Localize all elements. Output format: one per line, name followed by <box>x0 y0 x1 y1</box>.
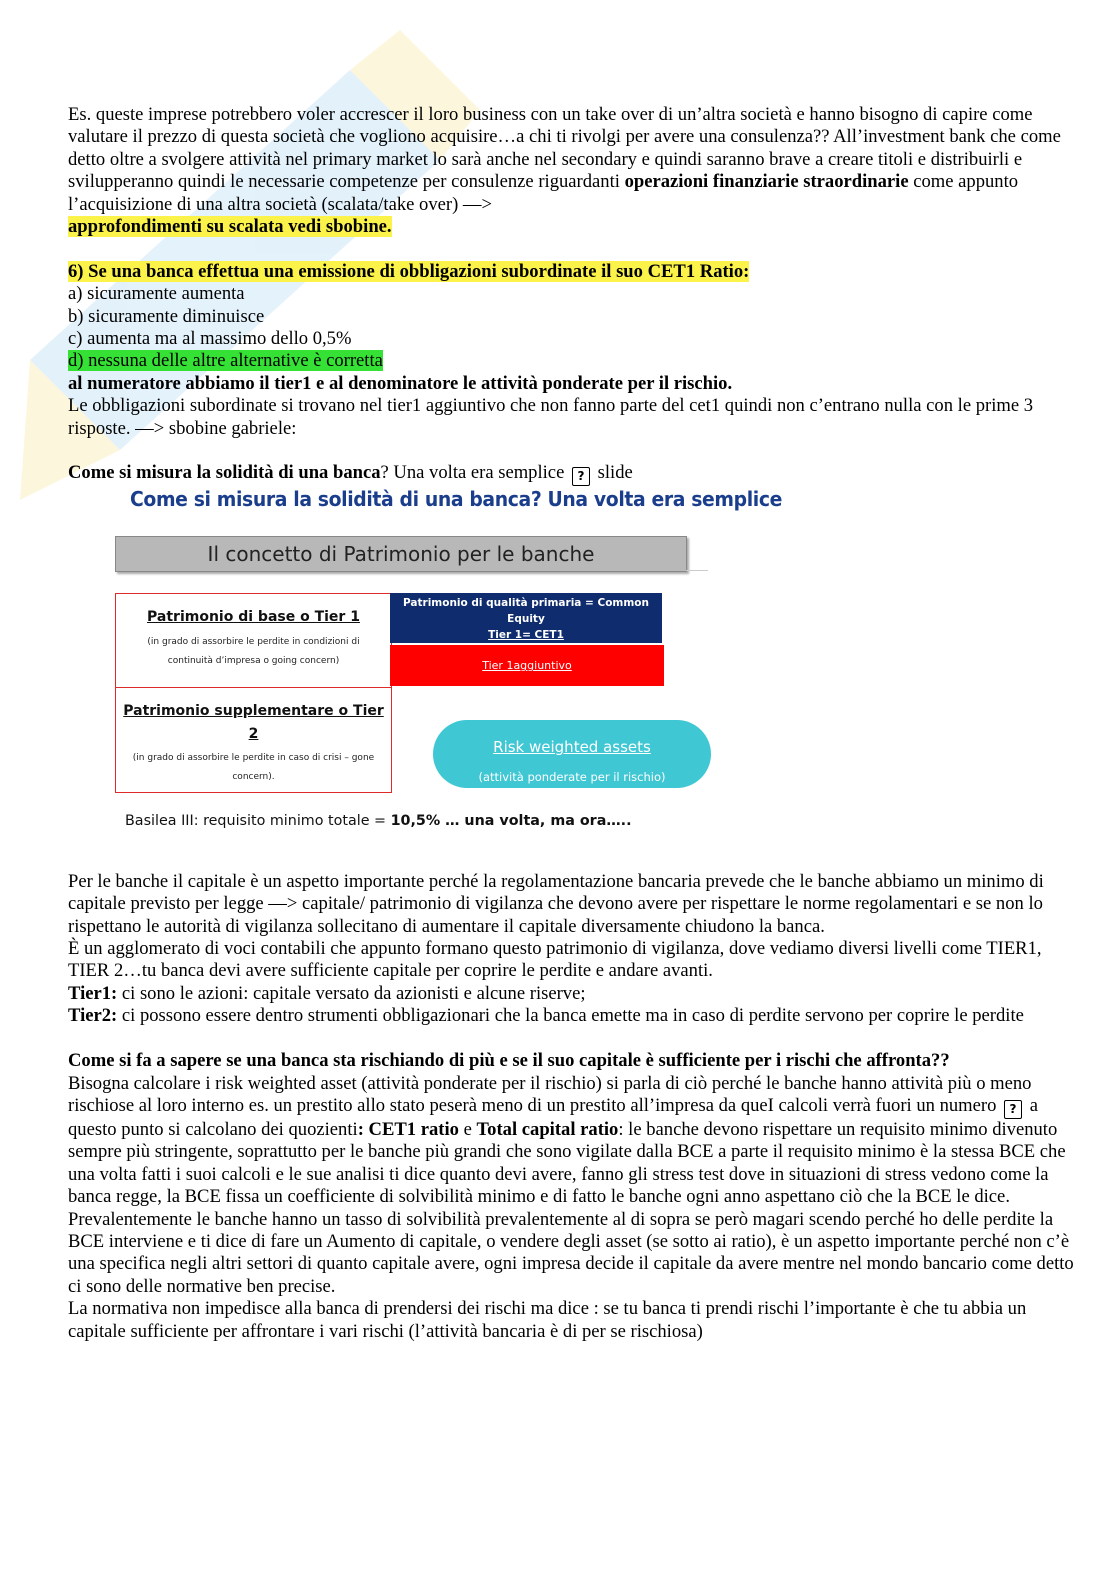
risk-paragraph-2: Prevalentemente le banche hanno un tasso di solvibilità prevalentemente al di sopra se però magari scendo perché ho delle perdite la BCE interviene e ti dice di fare un Aumento di capitale, o vendere degli asset (se sotto ai ratio), è un aspetto importante perché non c’è una specifica negli altri settori di quanto capitale avere, ogni impresa decide il capitale da avere mentre nel mondo bancario come detto ci sono delle normative ben precise. <box>68 1208 1074 1297</box>
cet1-box: Patrimonio di qualità primaria = Common Equity Tier 1= CET1 <box>390 593 662 643</box>
document-page <box>68 104 1078 1343</box>
tier2-definition: Tier2: ci possono essere dentro strumenti obbligazionari che la banca emette ma in caso di perdite servono per coprire le perdite <box>68 1005 1024 1027</box>
option-d-correct: d) nessuna delle altre alternative è corretta <box>68 350 383 372</box>
option-b: b) sicuramente diminuisce <box>68 305 265 327</box>
highlight-note: approfondimenti su scalata vedi sbobine. <box>68 216 392 238</box>
question-title: 6) Se una banca effettua una emissione di obbligazioni subordinate il suo CET1 Ratio: <box>68 260 750 282</box>
tier1-box: Patrimonio di base o Tier 1 (in grado di assorbire le perdite in condizioni di continuità d’impresa o going concern) <box>115 593 392 689</box>
risk-paragraph-3: La normativa non impedisce alla banca di prendersi dei rischi ma dice : se tu banca ti prendi rischi l’importante è che tu abbia un capitale sufficiente per affrontare i vari rischi (l’attività bancaria è di per se rischiosa) <box>68 1298 1027 1342</box>
intro-paragraph: Es. queste imprese potrebbero voler accrescer il loro business con un take over di un’altra società e hanno bisogno di capire come valutare il prezzo di questa società che vogliono acquisire…a chi ti rivolgi per avere una consulenza?? All’investment bank che come detto oltre a svolgere attività nel primary market lo sarà anche nel secondary e quindi saranno brave a creare titoli e distribuirli e svilupperanno quindi le necessarie competenze per consulenze riguardanti operazioni finanziarie straordinarie come appunto l’acquisizione di una altra società (scalata/take over) —> approfondimenti su scalata vedi sbobine. <box>68 104 1061 238</box>
slide-heading: Come si misura la solidità di una banca? Una volta era semplice <box>130 487 782 512</box>
explanation-text: Le obbligazioni subordinate si trovano nel tier1 aggiuntivo che non fanno parte del cet1 quindi non c’entrano nulla con le prime 3 risposte. —> sbobine gabriele: <box>68 395 1034 439</box>
slide-image <box>68 487 782 848</box>
option-a: a) sicuramente aumenta <box>68 283 245 305</box>
tier1-definition: Tier1: ci sono le azioni: capitale versato da azionisti e alcune riserve; <box>68 982 586 1004</box>
slide-intro: Come si misura la solidità di una banca? Una volta era semplice ? slide <box>68 462 1078 486</box>
slide-banner: Il concetto di Patrimonio per le banche <box>115 536 687 572</box>
capital-paragraph-2: È un agglomerato di voci contabili che appunto formano questo patrimonio di vigilanza, dove vediamo diversi livelli come TIER1, TIER 2…tu banca devi avere sufficiente capitale per coprire le perdite e andare avanti. <box>68 938 1042 982</box>
rwa-pill: Risk weighted assets (attività ponderate per il rischio) <box>433 720 711 788</box>
option-c: c) aumenta ma al massimo dello 0,5% <box>68 328 352 350</box>
risk-heading: Come si fa a sapere se una banca sta rischiando di più e se il suo capitale è sufficiente per i rischi che affronta?? <box>68 1050 950 1072</box>
missing-glyph-icon: ? <box>572 467 590 486</box>
capital-paragraph-1: Per le banche il capitale è un aspetto importante perché la regolamentazione bancaria prevede che le banche abbiamo un minimo di capitale previsto per legge —> capitale/ patrimonio di vigilanza che devono avere per rispettare le norme regolamentari e se non lo rispettano le autorità di vigilanza sollecitano di aumentare il capitale diversamente chiudono la banca. <box>68 870 1044 937</box>
missing-glyph-icon: ? <box>1004 1100 1022 1119</box>
basel-requirement: Basilea III: requisito minimo totale = 10,5% … una volta, ma ora….. <box>125 813 632 830</box>
at1-box: Tier 1aggiuntivo <box>390 645 664 686</box>
tier2-box: Patrimonio supplementare o Tier 2 (in grado di assorbire le perdite in caso di crisi – gone concern). <box>115 687 392 793</box>
risk-paragraph-1: Bisogna calcolare i risk weighted asset (attività ponderate per il rischio) si parla di ciò perché le banche hanno attività più o meno rischiose al loro interno es. un prestito allo stato peserà meno di un prestito all’impresa da queI calcoli verrà fuori un numero ? a questo punto si calcolano dei quozienti: CET1 ratio e Total capital ratio: le banche devono rispettare un requisito minimo divenuto sempre più stringente, soprattutto per le banche più grandi che sono vigilate dalla BCE a parte il requisito minimo è la stessa BCE che una volta fatti i suoi calcoli e le sue analisi ti dice quanto devi avere, fanno gli stress test dove in situazioni di stress vedono come la banca regge, la BCE fissa un coefficiente di solvibilità minimo e di fatto le banche ogni anno aspettano ciò che la BCE le dice. <box>68 1072 1066 1208</box>
explanation-bold: al numeratore abbiamo il tier1 e al denominatore le attività ponderate per il rischio. <box>68 372 733 394</box>
